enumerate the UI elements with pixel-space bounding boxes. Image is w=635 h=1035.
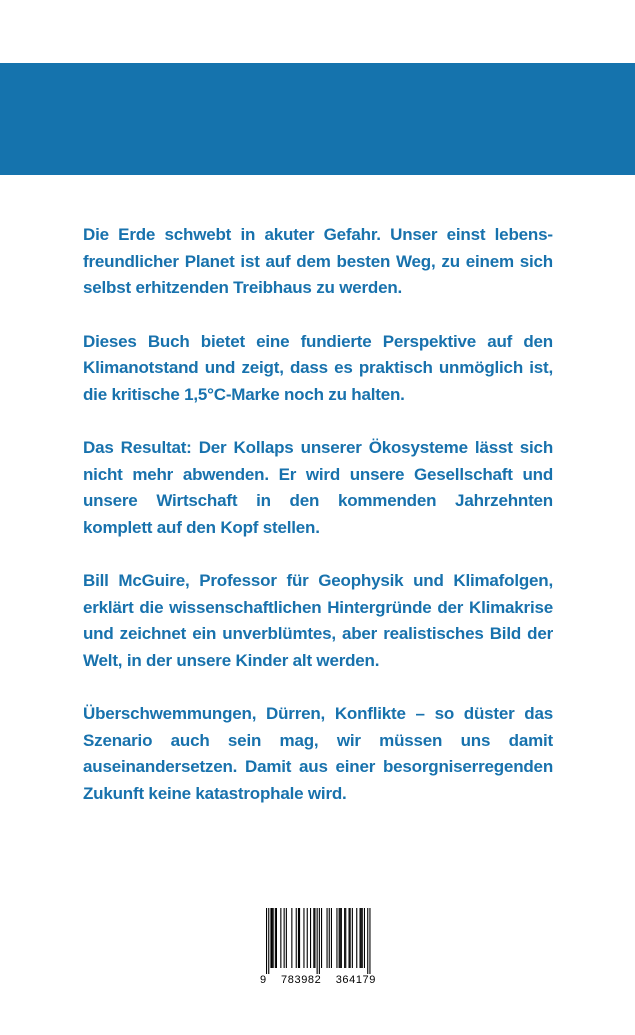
barcode-bar (352, 908, 353, 968)
barcode-bar (331, 908, 332, 968)
isbn-left-group: 783982 (281, 974, 322, 986)
barcode-bar (336, 908, 337, 968)
barcode-bars (260, 908, 376, 974)
barcode-bar (272, 908, 273, 968)
barcode-bar (303, 908, 304, 968)
barcode-bar (266, 908, 267, 974)
barcode-bar (280, 908, 281, 968)
barcode-bar (321, 908, 322, 968)
barcode-bar (307, 908, 308, 968)
barcode-bar (327, 908, 328, 968)
isbn-barcode (260, 908, 376, 994)
barcode-bar (339, 908, 340, 968)
blurb-paragraph-5: Überschwemmungen, Dürren, Konflikte – so düster das Szenario auch sein mag, wir müssen uns damit auseinandersetzen. Damit aus einer besorgniserregenden Zukunft keine katastrophale wird. (83, 704, 553, 803)
blurb-paragraph-3: Das Resultat: Der Kollaps unserer Ökosysteme lässt sich nicht mehr abwenden. Er wird unsere Gesellschaft und unsere Wirtschaft in den kommenden Jahrzehnten komplett auf den Kopf stellen. (83, 438, 553, 537)
barcode-bar (286, 908, 287, 968)
barcode-bar (284, 908, 285, 968)
isbn-first-digit: 9 (260, 974, 267, 986)
barcode-bar (345, 908, 346, 968)
barcode-bar (340, 908, 341, 968)
barcode-bar (367, 908, 368, 974)
barcode-bar (369, 908, 370, 974)
isbn-number (260, 974, 376, 986)
barcode-bar (296, 908, 297, 968)
barcode-bar (314, 908, 315, 968)
barcode-bar (364, 908, 365, 968)
barcode-bar (341, 908, 342, 968)
blurb-paragraph-1: Die Erde schwebt in akuter Gefahr. Unser einst lebensfreundlicher Planet ist auf dem besten Weg, zu einem sich selbst erhitzenden Treibhaus zu werden. (83, 225, 553, 297)
blurb-paragraph-2: Dieses Buch bietet eine fundierte Perspektive auf den Klimanotstand und zeigt, dass es praktisch unmöglich ist, die kritische 1,5°C-Marke noch zu halten. (83, 331, 553, 404)
barcode-bar (356, 908, 357, 968)
barcode-bar (349, 908, 350, 968)
barcode-bar (276, 908, 277, 968)
barcode-bar (291, 908, 292, 968)
barcode-bar (362, 908, 363, 968)
barcode-bar (319, 908, 320, 974)
barcode-bar (329, 908, 330, 968)
barcode-bar (299, 908, 300, 968)
blurb-paragraph-4: Bill McGuire, Professor für Geophysik und Klimafolgen, erklärt die wissenschaftlichen Hintergründe der Klimakrise und zeichnet ein unverblümtes, aber realistisches Bild der Welt, in der unsere Kinder alt werden. (83, 571, 553, 670)
barcode-bar (344, 908, 345, 968)
barcode-bar (268, 908, 269, 974)
barcode-bar (270, 908, 271, 968)
barcode-bar (310, 908, 311, 968)
barcode-bar (350, 908, 351, 968)
barcode-bar (361, 908, 362, 968)
barcode-bar (273, 908, 274, 968)
barcode-bar (275, 908, 276, 968)
top-color-band (0, 63, 635, 175)
barcode-bar (298, 908, 299, 968)
isbn-right-group: 364179 (335, 974, 376, 986)
barcode-bar (313, 908, 314, 968)
barcode-bar (317, 908, 318, 974)
back-cover-blurb (83, 222, 553, 834)
barcode-bar (360, 908, 361, 968)
